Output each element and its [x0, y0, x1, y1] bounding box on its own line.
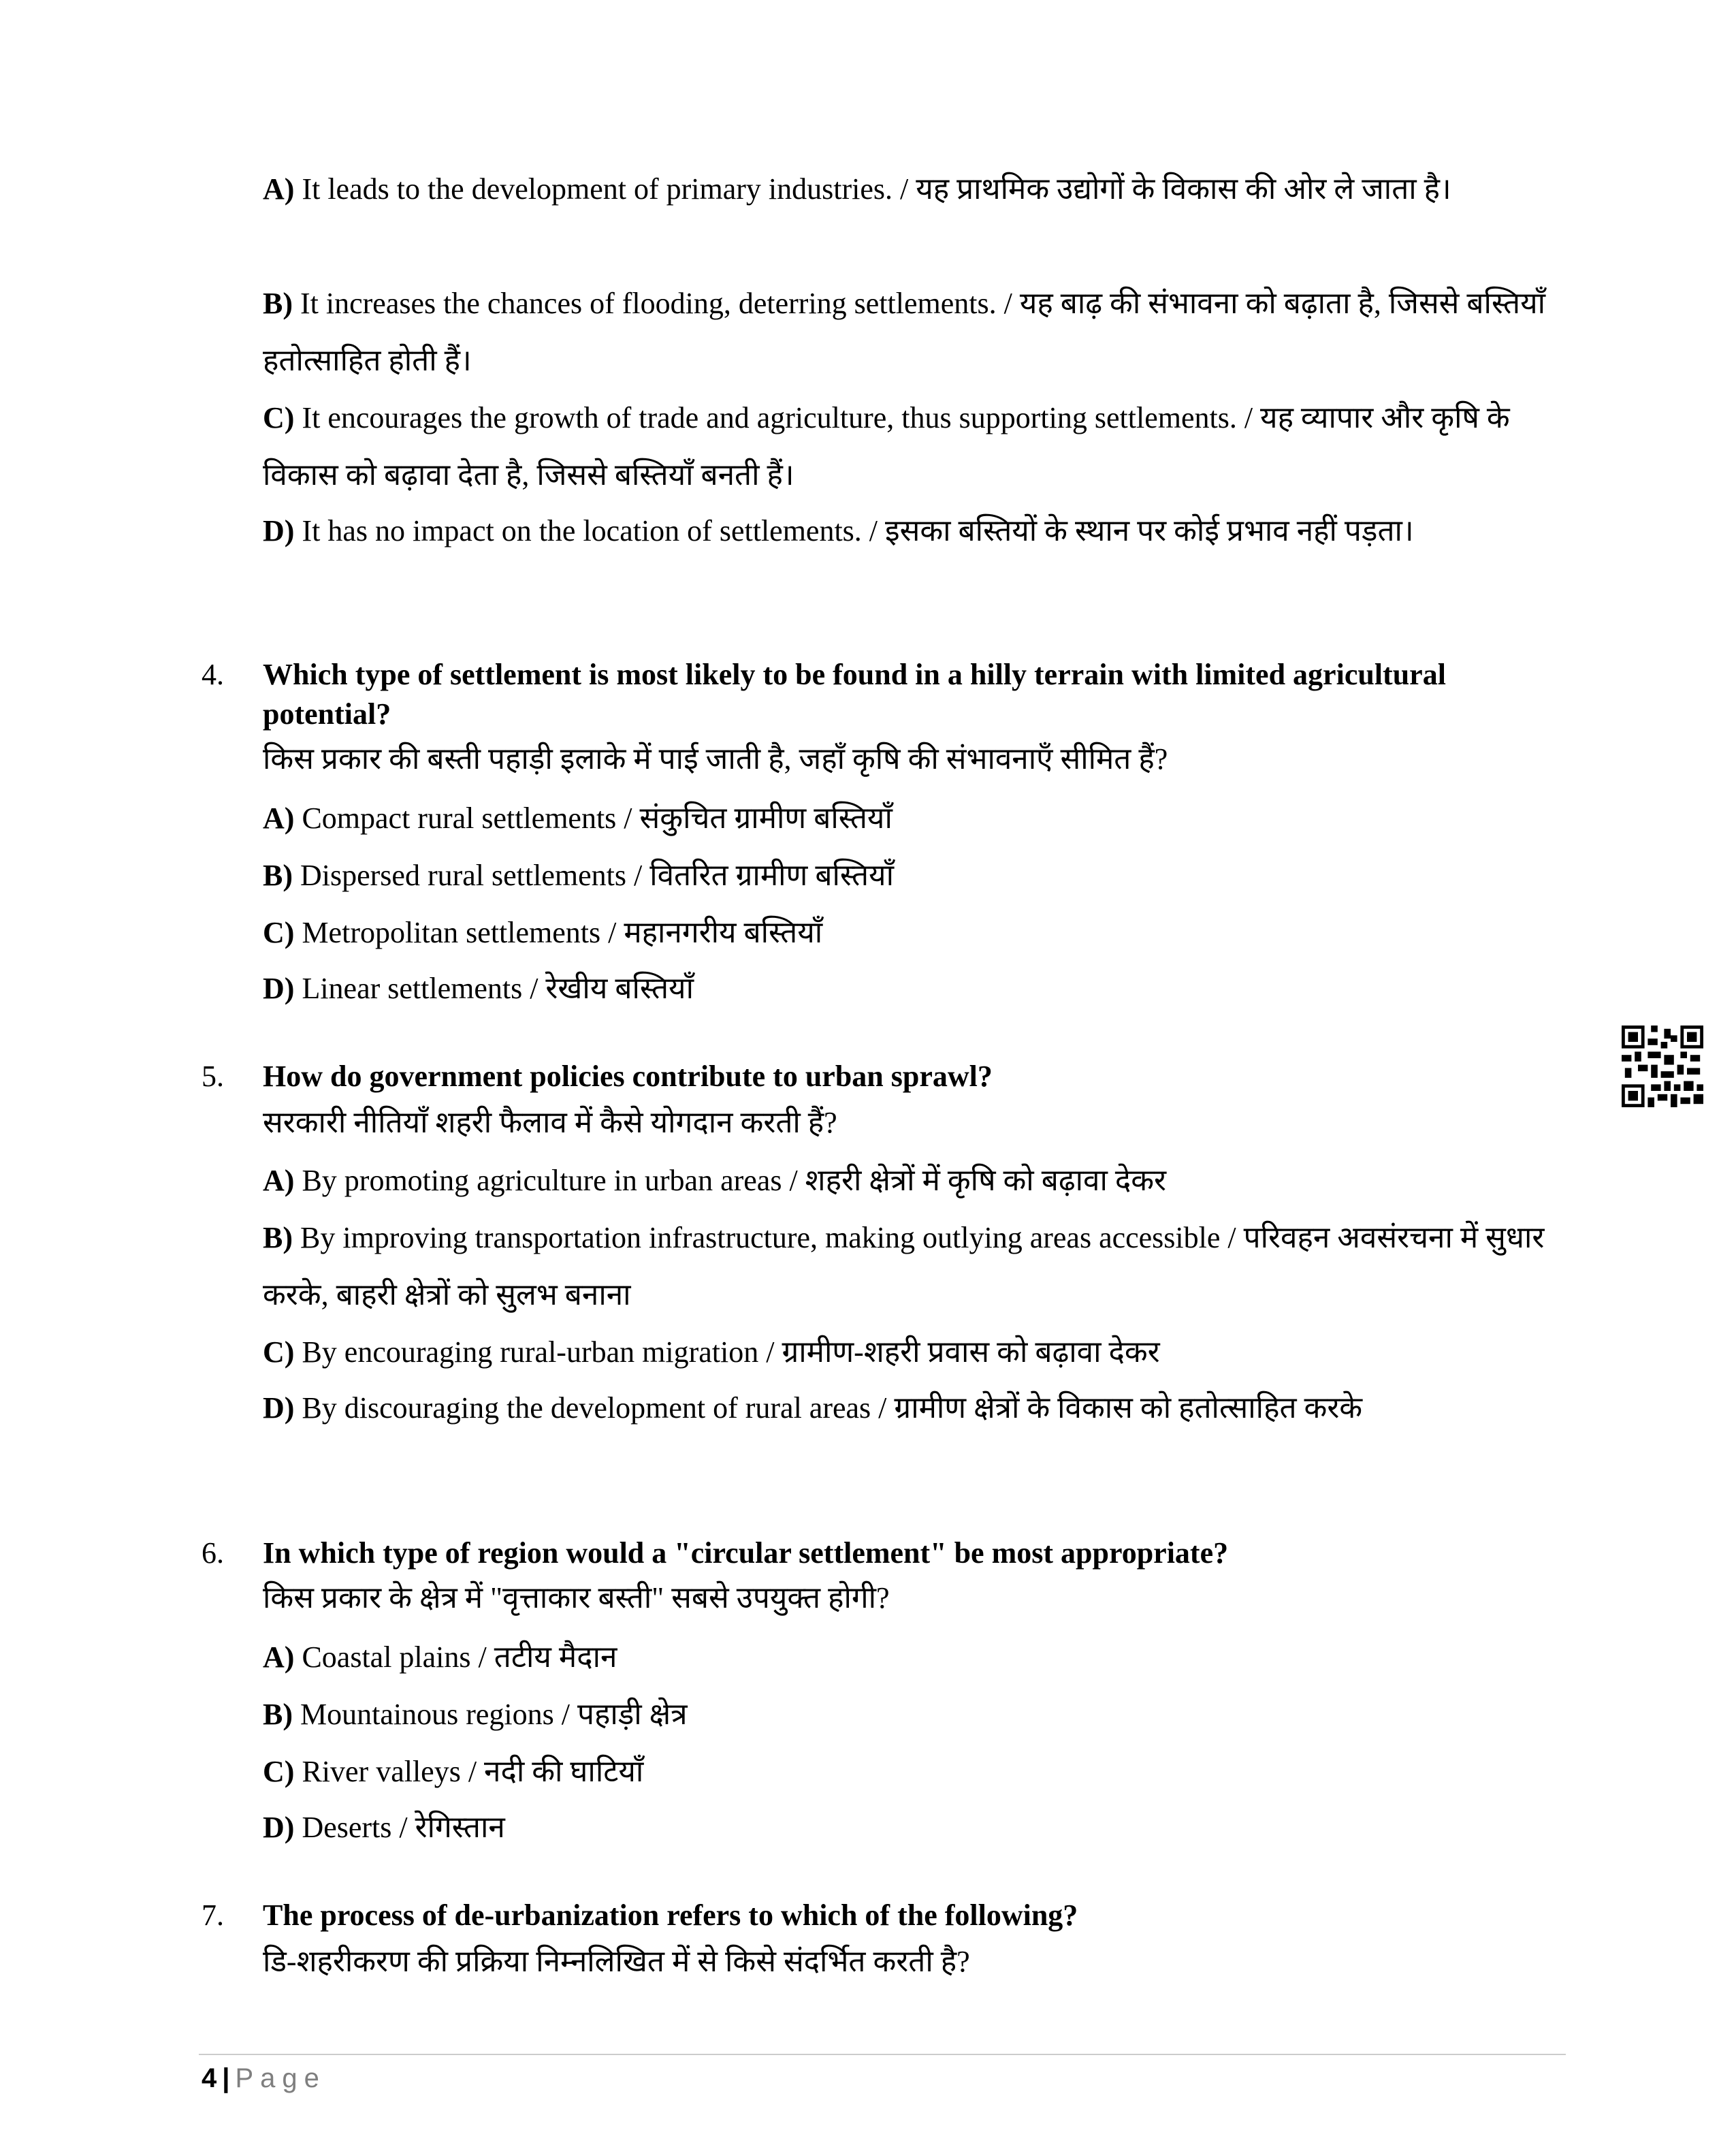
question-text-hindi: किस प्रकार की बस्ती पहाड़ी इलाके में पाई जाती है, जहाँ कृषि की संभावनाएँ सीमित हैं? — [263, 742, 1168, 776]
option-a: A) Compact rural settlements / संकुचित ग्रामीण बस्तियाँ — [263, 801, 893, 835]
page-number: 4 — [202, 2063, 217, 2093]
question-text: In which type of region would a "circular settlement" be most appropriate? — [263, 1536, 1229, 1570]
footer-divider — [199, 2054, 1566, 2055]
option-a: A) Coastal plains / तटीय मैदान — [263, 1640, 617, 1674]
question-text-hindi: डि-शहरीकरण की प्रक्रिया निम्नलिखित में से किसे संदर्भित करती है? — [263, 1945, 970, 1978]
question-text: The process of de-urbanization refers to which of the following? — [263, 1898, 1078, 1932]
option-b: B) Dispersed rural settlements / वितरित ग्रामीण बस्तियाँ — [263, 859, 894, 892]
prev-option-d: D) It has no impact on the location of settlements. / इसका बस्तियों के स्थान पर कोई प्रभाव नहीं पड़ता। — [263, 514, 1414, 547]
option-a: A) By promoting agriculture in urban areas / शहरी क्षेत्रों में कृषि को बढ़ावा देकर — [263, 1164, 1167, 1197]
page-footer — [202, 2059, 326, 2097]
option-c: C) River valleys / नदी की घाटियाँ — [263, 1755, 644, 1788]
question-number: 5. — [202, 1060, 224, 1093]
question-number: 4. — [202, 658, 224, 691]
question-number: 6. — [202, 1536, 224, 1570]
option-c: C) By encouraging rural-urban migration / ग्रामीण-शहरी प्रवास को बढ़ावा देकर — [263, 1335, 1160, 1369]
question-text: How do government policies contribute to urban sprawl? — [263, 1060, 993, 1093]
option-b: B) By improving transportation infrastructure, making outlying areas accessible / परिवहन अवसंरचना में सुधार करके, बाहरी क्षेत्रों को सुलभ बनाना — [263, 1221, 1545, 1312]
prev-option-a: A) It leads to the development of primary industries. / यह प्राथमिक उद्योगों के विकास की ओर ले जाता है। — [263, 172, 1451, 206]
page-label: Page — [235, 2063, 326, 2093]
option-c: C) Metropolitan settlements / महानगरीय बस्तियाँ — [263, 916, 823, 949]
footer-separator: | — [222, 2063, 230, 2093]
option-d: D) Deserts / रेगिस्तान — [263, 1811, 505, 1844]
question-text: Which type of settlement is most likely to be found in a hilly terrain with limited agricultural potential? — [263, 658, 1446, 731]
option-b: B) Mountainous regions / पहाड़ी क्षेत्र — [263, 1698, 688, 1731]
question-number: 7. — [202, 1898, 224, 1932]
question-text-hindi: किस प्रकार के क्षेत्र में "वृत्ताकार बस्ती" सबसे उपयुक्त होगी? — [263, 1581, 890, 1615]
option-d: D) By discouraging the development of rural areas / ग्रामीण क्षेत्रों के विकास को हतोत्साहित करके — [263, 1391, 1363, 1425]
option-d: D) Linear settlements / रेखीय बस्तियाँ — [263, 972, 694, 1005]
qr-code-icon — [1622, 1026, 1703, 1107]
prev-option-c: C) It encourages the growth of trade and agriculture, thus supporting settlements. / यह व्यापार और कृषि के विकास को बढ़ावा देता है, जिससे बस्तियाँ बनती हैं। — [263, 401, 1510, 492]
question-text-hindi: सरकारी नीतियाँ शहरी फैलाव में कैसे योगदान करती हैं? — [263, 1106, 837, 1139]
prev-option-b: B) It increases the chances of flooding, deterring settlements. / यह बाढ़ की संभावना को बढ़ाता है, जिससे बस्तियाँ हतोत्साहित होती हैं। — [263, 287, 1546, 377]
